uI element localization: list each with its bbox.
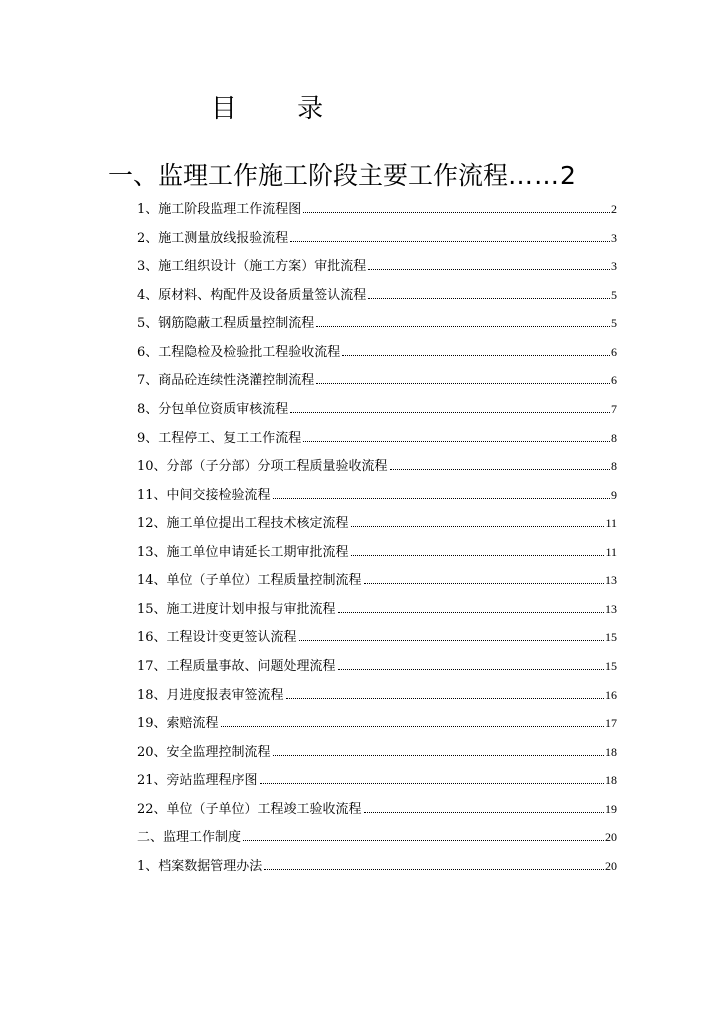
toc-entry-leader <box>243 839 604 841</box>
toc-entry-leader <box>299 639 604 641</box>
toc-entry-leader <box>260 782 604 784</box>
toc-entry[interactable] <box>137 513 617 542</box>
toc-entry-leader <box>351 525 605 527</box>
toc-entry-text: 14、单位（子单位）工程质量控制流程 <box>137 573 362 589</box>
toc-entry[interactable] <box>137 685 617 714</box>
toc-entry-page: 3 <box>611 230 617 245</box>
toc-entry-page: 3 <box>611 259 617 274</box>
toc-entry-leader <box>290 240 610 242</box>
toc-entry-leader <box>273 497 610 499</box>
toc-entry-page: 19 <box>605 801 617 816</box>
toc-entry-leader <box>368 268 610 270</box>
toc-entry-text: 19、索赔流程 <box>137 716 219 732</box>
toc-entry-page: 17 <box>605 716 617 731</box>
toc-entry-text: 2、施工测量放线报验流程 <box>137 230 289 246</box>
toc-entry-leader <box>364 811 604 813</box>
toc-entry[interactable] <box>137 827 617 856</box>
toc-main-heading-leader: …… <box>508 161 561 190</box>
toc-entry-text: 3、施工组织设计（施工方案）审批流程 <box>137 259 367 275</box>
toc-entry-text: 22、单位（子单位）工程竣工验收流程 <box>137 801 362 817</box>
toc-entry-page: 13 <box>605 573 617 588</box>
toc-entry-text: 4、原材料、构配件及设备质量签认流程 <box>137 287 367 303</box>
toc-entry[interactable] <box>137 285 617 314</box>
toc-entry-leader <box>290 411 610 413</box>
toc-entry-leader <box>264 868 604 870</box>
toc-entry-page: 20 <box>605 830 617 845</box>
toc-entry-text: 1、施工阶段监理工作流程图 <box>137 202 302 217</box>
toc-entry-page: 18 <box>605 744 617 759</box>
toc-entry[interactable] <box>137 542 617 571</box>
toc-entry-text: 12、施工单位提出工程技术核定流程 <box>137 516 349 532</box>
toc-entry[interactable] <box>137 799 617 828</box>
toc-main-heading[interactable] <box>108 156 618 192</box>
toc-entry-leader <box>286 697 604 699</box>
toc-entry-page: 11 <box>605 544 617 559</box>
toc-entry-text: 5、钢筋隐蔽工程质量控制流程 <box>137 316 315 332</box>
toc-entry-text: 二、监理工作制度 <box>137 830 242 846</box>
toc-entry[interactable] <box>137 370 617 399</box>
toc-entry[interactable] <box>137 428 617 457</box>
toc-entry-page: 5 <box>611 316 617 331</box>
toc-entry-page: 2 <box>611 202 617 216</box>
toc-entry-page: 9 <box>611 487 617 502</box>
toc-entry-text: 13、施工单位申请延长工期审批流程 <box>137 544 349 560</box>
toc-entry-leader <box>316 325 610 327</box>
toc-entry-page: 15 <box>605 659 617 673</box>
toc-main-heading-page: 2 <box>560 161 576 190</box>
toc-entry-leader <box>303 440 610 442</box>
toc-entry-list <box>137 199 617 885</box>
toc-entry[interactable] <box>137 713 617 742</box>
toc-entry[interactable] <box>137 570 617 599</box>
toc-entry-page: 13 <box>605 601 617 616</box>
toc-entry-leader <box>338 668 604 670</box>
toc-entry-page: 6 <box>611 344 617 359</box>
toc-entry-leader <box>221 725 604 727</box>
toc-entry[interactable] <box>137 599 617 628</box>
toc-entry-leader <box>368 297 610 299</box>
toc-entry-page: 6 <box>611 373 617 388</box>
toc-entry[interactable] <box>137 742 617 771</box>
toc-entry-leader <box>351 554 605 556</box>
toc-entry-page: 8 <box>611 430 617 445</box>
toc-entry-text: 7、商品砼连续性浇灌控制流程 <box>137 373 315 389</box>
toc-entry[interactable] <box>137 313 617 342</box>
toc-entry[interactable] <box>137 228 617 257</box>
toc-entry-leader <box>303 211 610 213</box>
toc-entry-text: 15、施工进度计划申报与审批流程 <box>137 601 336 617</box>
toc-entry-page: 5 <box>611 287 617 302</box>
toc-entry-text: 10、分部（子分部）分项工程质量验收流程 <box>137 459 388 475</box>
toc-entry-page: 20 <box>605 858 617 873</box>
toc-entry[interactable] <box>137 770 617 799</box>
toc-entry-text: 16、工程设计变更签认流程 <box>137 630 297 646</box>
toc-entry[interactable] <box>137 627 617 656</box>
toc-entry[interactable] <box>137 342 617 371</box>
toc-main-heading-text: 一、监理工作施工阶段主要工作流程 <box>108 161 509 190</box>
toc-title: 目 录 <box>210 94 350 124</box>
toc-entry[interactable] <box>137 656 617 685</box>
toc-entry-text: 17、工程质量事故、问题处理流程 <box>137 659 336 674</box>
toc-entry[interactable] <box>137 485 617 514</box>
toc-entry-text: 9、工程停工、复工工作流程 <box>137 430 302 446</box>
toc-entry[interactable] <box>137 456 617 485</box>
toc-entry-leader <box>342 354 610 356</box>
toc-entry-text: 8、分包单位资质审核流程 <box>137 401 289 417</box>
toc-entry-page: 18 <box>605 773 617 788</box>
toc-entry-leader <box>390 468 610 470</box>
toc-entry-page: 7 <box>611 401 617 416</box>
toc-entry-page: 8 <box>611 459 617 474</box>
toc-entry-page: 15 <box>605 630 617 645</box>
toc-entry-leader <box>316 382 610 384</box>
toc-entry[interactable] <box>137 399 617 428</box>
toc-entry-text: 18、月进度报表审签流程 <box>137 687 284 703</box>
toc-entry-text: 21、旁站监理程序图 <box>137 773 258 789</box>
toc-entry[interactable] <box>137 856 617 885</box>
toc-entry-leader <box>364 582 604 584</box>
toc-entry-leader <box>273 754 604 756</box>
toc-entry[interactable] <box>137 199 617 228</box>
toc-entry-text: 1、档案数据管理办法 <box>137 858 263 874</box>
toc-entry[interactable] <box>137 256 617 285</box>
toc-entry-page: 11 <box>605 516 617 531</box>
toc-entry-page: 16 <box>605 687 617 702</box>
toc-entry-text: 11、中间交接检验流程 <box>137 487 271 503</box>
toc-entry-text: 6、工程隐检及检验批工程验收流程 <box>137 344 341 360</box>
toc-entry-text: 20、安全监理控制流程 <box>137 744 271 760</box>
toc-entry-leader <box>338 611 604 613</box>
